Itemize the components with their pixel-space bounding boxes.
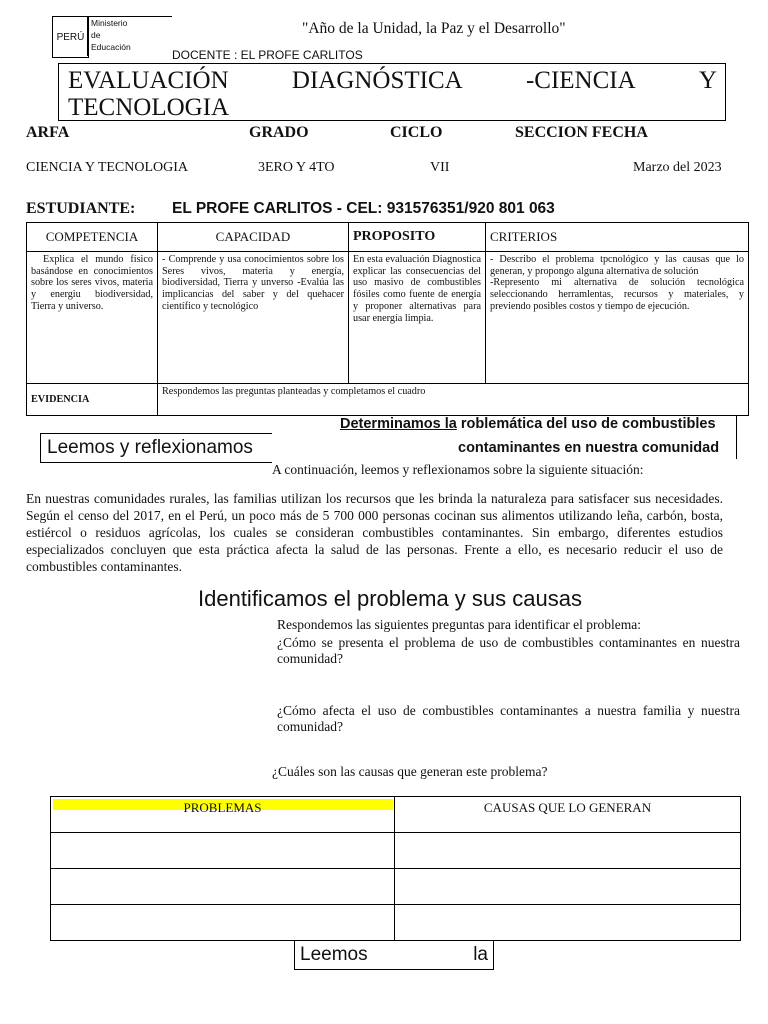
grade-value: 3ERO Y 4TO [258,160,335,175]
header-proposito: PROPOSITO [349,223,486,252]
title-line2: TECNOLOGIA [68,94,230,121]
competency-table [26,222,749,416]
intro-text: A continuación, leemos y reflexionamos sobre la siguiente situación: [272,462,644,477]
header-criterios: CRITERIOS [486,223,749,252]
competencia-cell: Explica el mundo físico basándose en conocimientos sobre los seres vivos, materia y energiu biodiversidad, Tierra y universo. [27,252,158,384]
country-label: PERÚ [52,16,89,58]
heading-rule [736,415,737,459]
area-value: CIENCIA Y TECNOLOGIA [26,160,189,175]
read-reflect-box: Leemos y reflexionamos [40,433,272,463]
questions-block [277,617,740,735]
capacidad-cell: - Comprende y usa conocimientos sobre los Seres vivos, materia y energía, biodiversidad, Tierra y unverso -Evalúa las implicancias del saber y del quehacer científico y tecnológico [158,252,349,384]
area-label: ARFA [26,124,70,141]
situation-paragraph: En nuestras comunidades rurales, las familias utilizan los recursos que les brinda la naturaleza para satisfacer sus necesidades. Según el censo del 2017, en el Perú, un poco más de 5 700 000 personas cocinan sus alimentos utilizando leña, carbón, bosta, estiércol o residuos agrícolas, los cuales se consideran combustibles contaminantes. Sin embargo, diferentes estudios especializados concluyen que esta práctica afecta la salud de las personas. Frente a ello, es necesario reducir el uso de combustibles contaminantes. [26,491,723,574]
read-box-word: Leemos [300,944,368,965]
cause-input-cell[interactable] [395,869,741,905]
question-3: ¿Cuáles son las causas que generan este problema? [272,764,548,779]
section-heading-line1 [340,416,716,432]
teacher-label: DOCENTE : EL PROFE CARLITOS [172,48,363,62]
problem-input-cell[interactable] [51,869,395,905]
problems-table [50,796,741,941]
title-word: -CIENCIA [525,67,636,94]
header-problemas-label: PROBLEMAS [183,800,262,815]
read-box-word: la [473,944,488,965]
ministry-line: Ministerio [91,18,128,28]
student-value: EL PROFE CARLITOS - CEL: 931576351/920 801 063 [172,200,555,217]
section-heading-line2: contaminantes en nuestra comunidad [458,440,720,456]
evidence-label: EVIDENCIA [27,384,158,416]
title-word: DIAGNÓSTICA [291,67,463,94]
question-2: ¿Cómo afecta el uso de combustibles contaminantes a nuestra familia y nuestra comunidad? [277,703,740,734]
instruction-text: Respondemos las siguientes preguntas para identificar el problema: [277,617,642,632]
criterios-cell [486,252,749,384]
header-problemas [51,797,395,833]
grade-label: GRADO [249,124,309,141]
year-motto: "Año de la Unidad, la Paz y el Desarrollo" [302,20,566,37]
header-capacidad: CAPACIDAD [158,223,349,252]
cycle-value: VII [430,160,450,175]
problem-input-cell[interactable] [51,905,395,941]
proposito-cell: En esta evaluación Diagnostica explicar las consecuencias del uso masivo de combustibles fósiles como fuente de energía y proponer alternativas para usar energía limpia. [349,252,486,384]
evidence-text: Respondemos las preguntas planteadas y completamos el cuadro [158,384,749,416]
date-value: Marzo del 2023 [633,160,722,175]
header-competencia: COMPETENCIA [27,223,158,252]
title-word: Y [698,67,717,94]
question-1: ¿Cómo se presenta el problema de uso de combustibles contaminantes en nuestra comunidad? [277,635,740,666]
criterio-item: -Represento mi alternativa de solución tecnológica seleccionando herramlentas, recursos y materiales, y previendo posibles costos y tiempo de ejecución. [490,277,744,312]
identify-heading: Identificamos el problema y sus causas [198,586,582,611]
ministry-line: Educación [91,42,131,52]
heading-underlined: Determinamos la [340,416,457,432]
read-box-bottom [294,940,494,970]
title-word: EVALUACIÓN [68,67,229,94]
section-date-label: SECCION FECHA [515,124,648,141]
problem-input-cell[interactable] [51,833,395,869]
student-label: ESTUDIANTE: [26,200,136,217]
cycle-label: CICLO [390,124,443,141]
cause-input-cell[interactable] [395,833,741,869]
ministry-label [87,16,172,56]
document-title [58,63,726,121]
ministry-line: de [91,30,101,40]
heading-rest: roblemática del uso de combustibles [456,416,716,432]
criterio-item: - Describo el problema tpcnológico y las causas que lo generan, y propongo alguna alternativa de solución [490,254,744,277]
cause-input-cell[interactable] [395,905,741,941]
header-causas: CAUSAS QUE LO GENERAN [395,797,741,833]
